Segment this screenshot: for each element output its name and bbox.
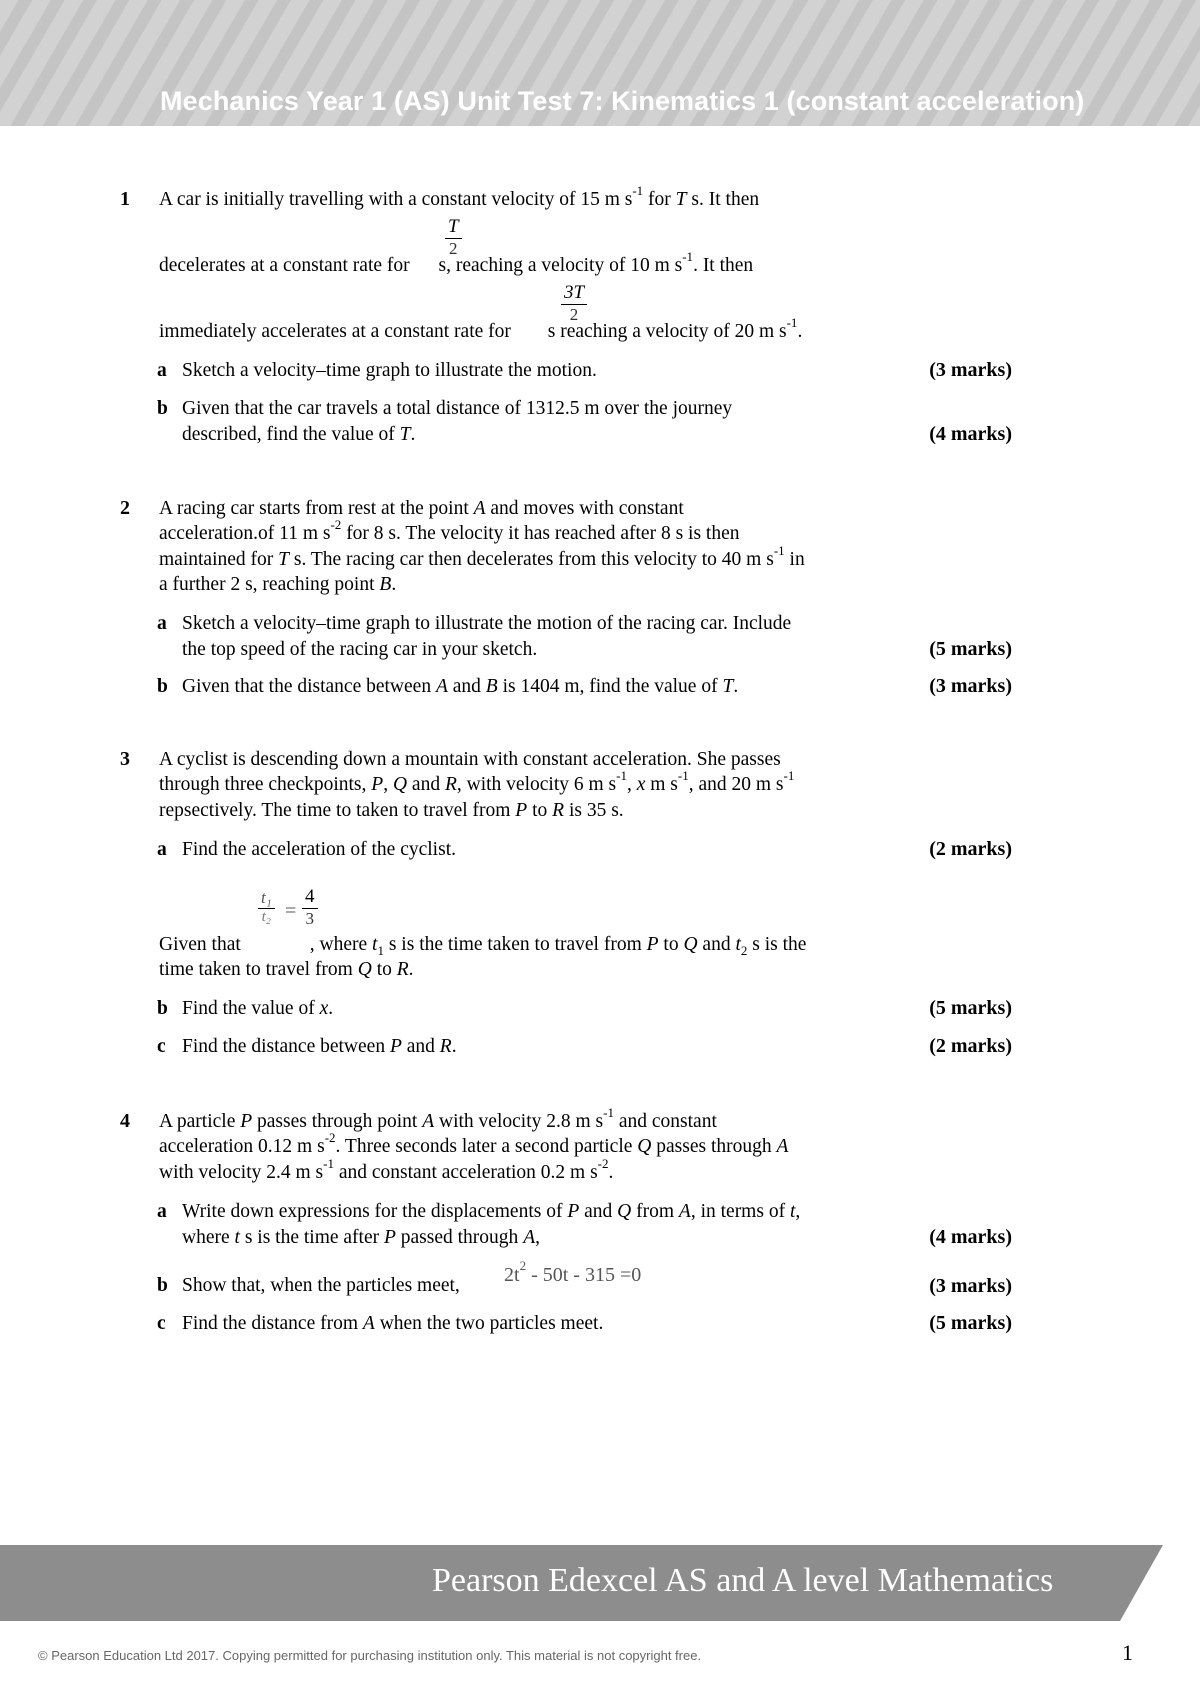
q3-part-a-text: Find the acceleration of the cyclist. — [182, 839, 456, 860]
page-number: 1 — [1122, 1640, 1133, 1665]
q1-part-a-marks: (3 marks) — [929, 359, 1012, 381]
q3-part-b-text: Find the value of x. — [182, 998, 334, 1019]
question-2-line-2: acceleration.of 11 m $s^{-2}$ for 8 s. The velocity it has reached after 8 s is then — [159, 516, 740, 544]
q3-part-c-marks: (2 marks) — [929, 1035, 1012, 1057]
q1-part-b-label: b — [157, 398, 168, 419]
q2-part-a-text-1: Sketch a velocity–time graph to illustrate the motion of the racing car. Include — [182, 613, 792, 634]
question-3-line-3: repsectively. The time to taken to travel from P to R is 35 s. — [159, 800, 624, 821]
q1-part-a-label: a — [157, 360, 167, 381]
q1-part-b-text-1: Given that the car travels a total distance of 1312.5 m over the journey — [182, 398, 733, 419]
q4-equation: $2t^2 - 50t - 315 =0$ — [504, 1258, 642, 1286]
q2-part-a-marks: (5 marks) — [929, 638, 1012, 660]
fraction-4-over-3: $\frac{4}{3}$ — [302, 886, 318, 929]
q4-part-b-text: Show that, when the particles meet, — [182, 1275, 460, 1296]
question-1-line-2: decelerates at a constant rate for s, reaching a velocity of 10 m $s^{-1}$. It then — [159, 248, 754, 276]
q2-part-a-text-2: the top speed of the racing car in your sketch. — [182, 639, 538, 660]
q4-part-b-marks: (3 marks) — [929, 1275, 1012, 1297]
question-3-given-line-1: Given that , where $t_1$ s is the time taken to travel from P to Q and $t_2$ s is the — [159, 934, 807, 958]
q2-part-b-label: b — [157, 676, 168, 697]
question-2-line-3: maintained for T s. The racing car then decelerates from this velocity to 40 m $s^{-1}$ in — [159, 542, 805, 570]
q3-part-b-label: b — [157, 998, 168, 1019]
question-2-number: 2 — [120, 497, 130, 519]
q4-part-a-marks: (4 marks) — [929, 1226, 1012, 1248]
footer-title: Pearson Edexcel AS and A level Mathematics — [432, 1562, 1054, 1599]
footer-banner-cutout — [1090, 1545, 1200, 1621]
question-1-line-3: immediately accelerates at a constant rate for s reaching a velocity of 20 m $s^{-1}$. — [159, 314, 803, 342]
question-1-number: 1 — [120, 188, 130, 210]
q4-part-a-text-1: Write down expressions for the displacements of P and Q from A, in terms of t, — [182, 1201, 801, 1222]
q1-part-b-marks: (4 marks) — [929, 423, 1012, 445]
question-2-line-4: a further 2 s, reaching point B. — [159, 574, 397, 595]
q4-part-a-text-2: where t s is the time after P passed through A, — [182, 1227, 540, 1248]
q3-part-b-marks: (5 marks) — [929, 997, 1012, 1019]
question-4-line-2: acceleration 0.12 m $s^{-2}$. Three seconds later a second particle Q passes through A — [159, 1129, 789, 1157]
q2-part-b-marks: (3 marks) — [929, 675, 1012, 697]
question-4-number: 4 — [120, 1110, 130, 1132]
q1-part-a-text: Sketch a velocity–time graph to illustrate the motion. — [182, 360, 597, 381]
q1-part-b-text-2: described, find the value of T. — [182, 424, 416, 445]
q4-part-c-label: c — [157, 1313, 166, 1334]
question-3-line-1: A cyclist is descending down a mountain with constant acceleration. She passes — [159, 749, 781, 770]
page-title: Mechanics Year 1 (AS) Unit Test 7: Kinematics 1 (constant acceleration) — [160, 86, 1085, 116]
question-3-number: 3 — [120, 748, 130, 770]
fraction-t1-over-t2: $\frac{\text{t₁}}{\text{t₂}}$ — [258, 888, 275, 926]
question-3-given-line-2: time taken to travel from Q to R. — [159, 959, 414, 980]
question-4-line-3: with velocity 2.4 m $s^{-1}$ and constant acceleration 0.2 m $s^{-2}$. — [159, 1155, 614, 1183]
q4-part-c-marks: (5 marks) — [929, 1312, 1012, 1334]
fraction-equals-sign: = — [285, 900, 297, 922]
question-2-line-1: A racing car starts from rest at the point A and moves with constant — [159, 498, 684, 519]
question-4-line-1: A particle P passes through point A with velocity 2.8 m $s^{-1}$ and constant — [159, 1104, 717, 1132]
q3-part-a-label: a — [157, 839, 167, 860]
q2-part-a-label: a — [157, 613, 167, 634]
question-1-line-1: A car is initially travelling with a constant velocity of 15 m $s^{-1}$ for T s. It then — [159, 182, 760, 210]
q3-part-c-text: Find the distance between P and R. — [182, 1036, 457, 1057]
copyright-notice: © Pearson Education Ltd 2017. Copying permitted for purchasing institution only. This material is not copyright free. — [38, 1648, 702, 1663]
q3-part-a-marks: (2 marks) — [929, 838, 1012, 860]
fraction-3t-over-2: $\frac{3T}{2}$ — [561, 282, 587, 325]
q2-part-b-text: Given that the distance between A and B is 1404 m, find the value of T. — [182, 676, 739, 697]
q4-part-a-label: a — [157, 1201, 167, 1222]
q3-part-c-label: c — [157, 1036, 166, 1057]
q4-part-c-text: Find the distance from A when the two particles meet. — [182, 1313, 604, 1334]
q4-part-b-label: b — [157, 1275, 168, 1296]
fraction-t-over-2: $\frac{T}{2}$ — [445, 216, 462, 259]
question-3-line-2: through three checkpoints, P, Q and R, with velocity 6 m $s^{-1}$, x m $s^{-1}$, and 20 m $s^{-1}$ — [159, 767, 795, 795]
